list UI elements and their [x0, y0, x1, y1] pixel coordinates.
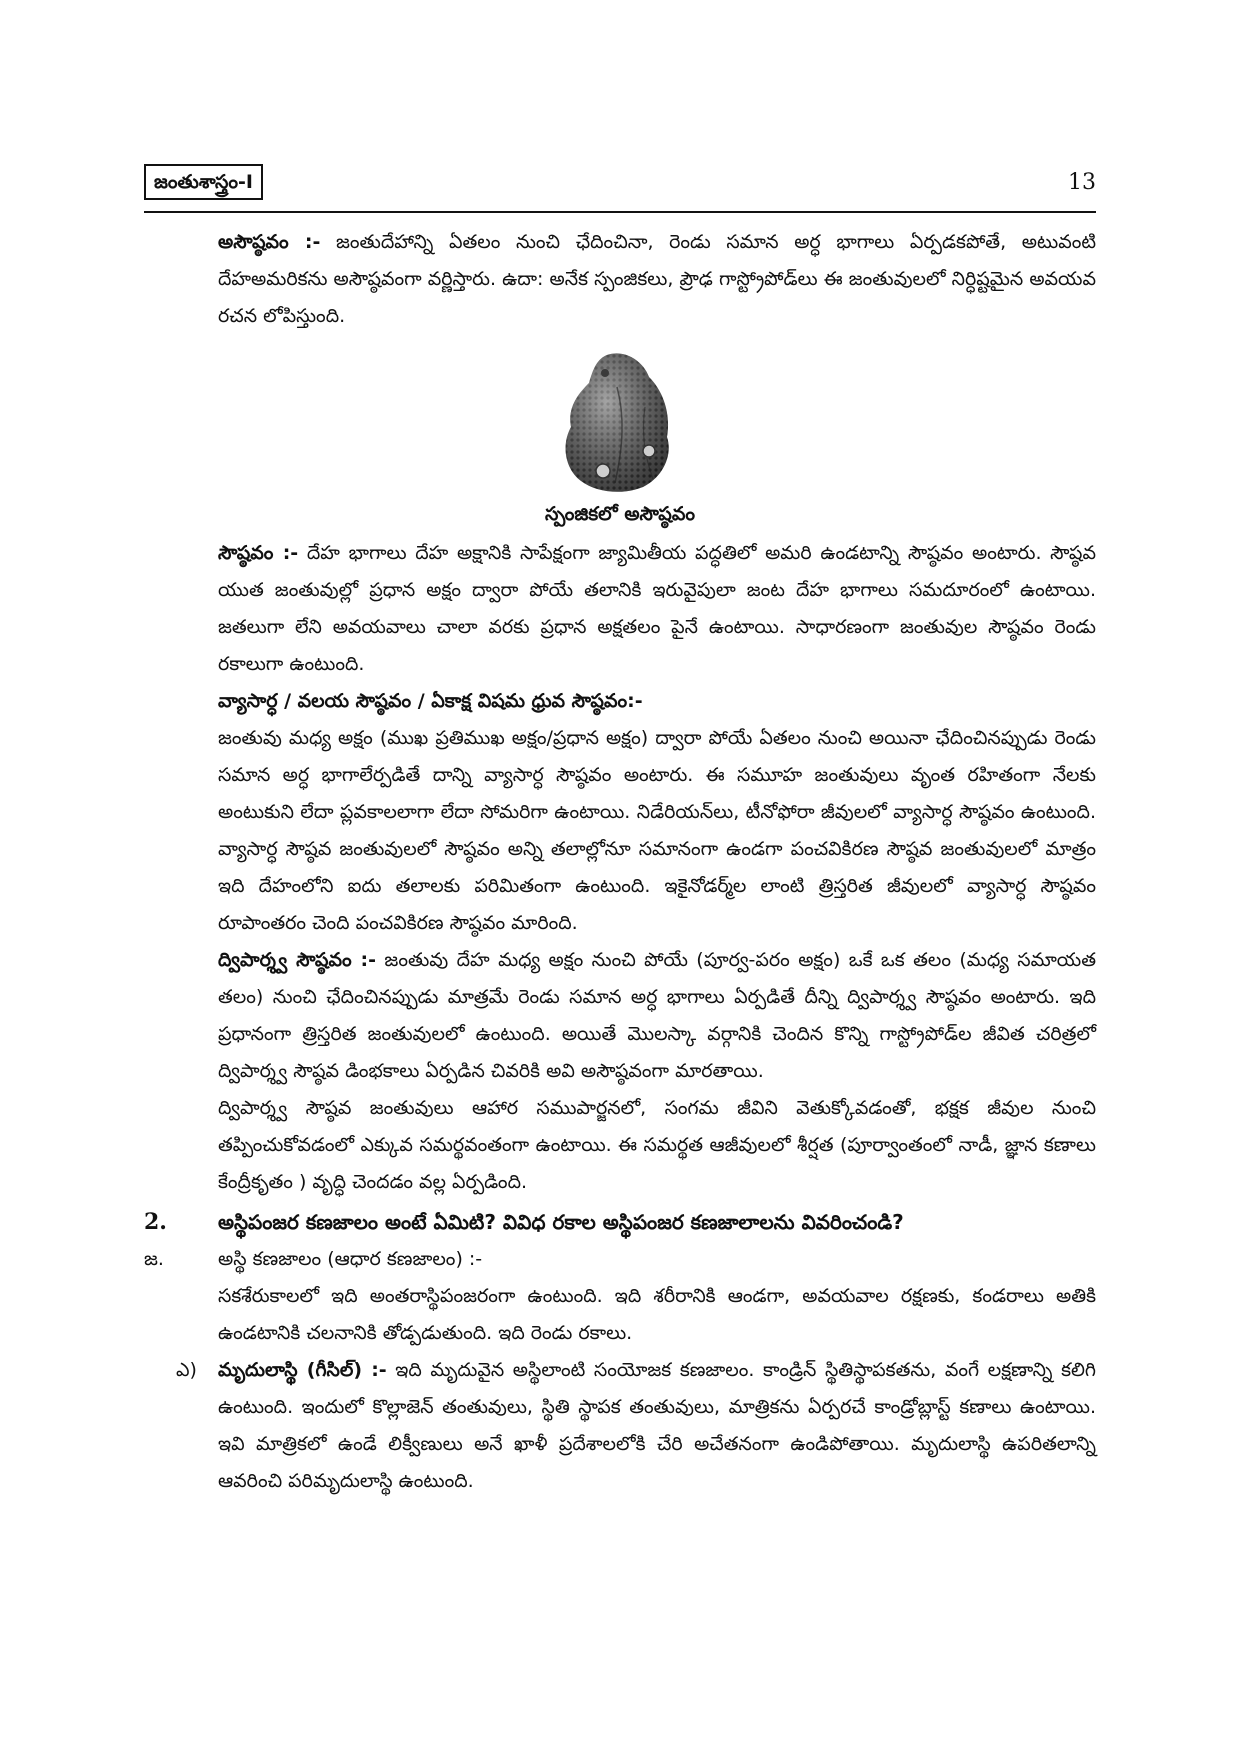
- term-asymmetry: అసౌష్ఠవం :-: [218, 231, 321, 253]
- paragraph-text: దేహ భాగాలు దేహ అక్షానికి సాపేక్షంగా జ్యామితీయ పద్ధతిలో అమరి ఉండటాన్ని సౌష్ఠవం అంటారు. సౌష్ఠవ యుత జంతువుల్లో ప్రధాన అక్షం ద్వారా పోయే తలానికి ఇరువైపులా జంట దేహ భాగాలు సమదూరంలో ఉంటాయి. జతలుగా లేని అవయవాలు చాలా వరకు ప్రధాన అక్షతలం పైనే ఉంటాయి. సాధారణంగా జంతువుల సౌష్ఠవం రెండు రకాలుగా ఉంటుంది.: [218, 542, 1096, 675]
- answer-text: సకశేరుకాలలో ఇది అంతరాస్థిపంజరంగా ఉంటుంది. ఇది శరీరానికి ఆండగా, అవయవాల రక్షణకు, కండరాలు అతికి ఉండటానికి చలనానికి తోడ్పడుతుంది. ఇది రెండు రకాలు.: [218, 1285, 1096, 1344]
- sponge-figure: [144, 347, 1096, 531]
- subheading-radial-symmetry: వ్యాసార్ధ / వలయ సౌష్ఠవం / ఏకాక్ష విషమ ధ్రువ సౌష్ఠవం:-: [218, 690, 643, 712]
- paragraph-radial-symmetry: జంతువు మధ్య అక్షం (ముఖ ప్రతిముఖ అక్షం/ప్రధాన అక్షం) ద్వారా పోయే ఏతలం నుంచి అయినా ఛేదించినప్పుడు రెండు సమాన అర్ధ భాగాలేర్పడితే దాన్ని వ్యాసార్ధ సౌష్ఠవం అంటారు. ఈ సమూహ జంతువులు వృంత రహితంగా నేలకు అంటుకుని లేదా ప్లవకాలలాగా లేదా సోమరిగా ఉంటాయి. నిడేరియన్‌లు, టీనోఫోరా జీవులలో వ్యాసార్ధ సౌష్ఠవం ఉంటుంది. వ్యాసార్ధ సౌష్ఠవ జంతువులలో సౌష్ఠవం అన్ని తలాల్లోనూ సమానంగా ఉండగా పంచవికిరణ సౌష్ఠవ జంతువులలో మాత్రం ఇది దేహంలోని ఐదు తలాలకు పరిమితంగా ఉంటుంది. ఇకైనోడర్మ్‌ల లాంటి త్రిస్తరిత జీవులలో వ్యాసార్ధ సౌష్ఠవం రూపాంతరం చెంది పంచవికిరణ సౌష్ఠవం మారింది.: [218, 727, 1096, 934]
- figure-caption: స్పంజికలో అసౌష్ఠవం: [544, 503, 695, 525]
- term-symmetry: సౌష్ఠవం :-: [218, 542, 299, 564]
- paragraph-bilateral-advantages: ద్విపార్శ్వ సౌష్ఠవ జంతువులు ఆహార సముపార్జనలో, సంగమ జీవిని వెతుక్కోవడంతో, భక్షక జీవుల నుంచి తప్పించుకోవడంలో ఎక్కువ సమర్థవంతంగా ఉంటాయి. ఈ సమర్థత ఆజీవులలో శీర్షత (పూర్వాంతంలో నాడీ, జ్ఞాన కణాలు కేంద్రీకృతం ) వృద్ధి చెందడం వల్ల ఏర్పడింది.: [218, 1097, 1096, 1193]
- paragraph-bilateral-symmetry: [144, 942, 1096, 1090]
- item-a: [144, 1352, 1096, 1500]
- paragraph-asymmetry: [144, 224, 1096, 335]
- question-2: [144, 1203, 1096, 1241]
- item-a-text: ఇది మృదువైన అస్థిలాంటి సంయోజక కణజాలం. కాండ్రిన్ స్థితిస్థాపకతను, వంగే లక్షణాన్ని కలిగి ఉంటుంది. ఇందులో కొల్లాజెన్ తంతువులు, స్థితి స్థాపక తంతువులు, మాత్రికను ఏర్పరచే కాండ్రోబ్లాస్ట్ కణాలు ఉంటాయి. ఇవి మాత్రికలో ఉండే లిక్వీణులు అనే ఖాళీ ప్రదేశాలలోకి చేరి అచేతనంగా ఉండిపోతాయి. మృదులాస్థి ఉపరితలాన్ని ఆవరించి పరిమృదులాస్థి ఉంటుంది.: [218, 1359, 1096, 1492]
- page-header: [144, 164, 1096, 208]
- answer-label: జ.: [144, 1248, 164, 1270]
- term-cartilage: మృదులాస్థి (గీసిల్) :-: [218, 1359, 387, 1381]
- sponge-illustration: [545, 347, 695, 497]
- question-number: 2.: [144, 1209, 167, 1235]
- paragraph-text: జంతువు దేహ మధ్య అక్షం నుంచి పోయే (పూర్వ-పరం అక్షం) ఒకే ఒక తలం (మధ్య సమాయత తలం) నుంచి ఛేదించినప్పుడు మాత్రమే రెండు సమాన అర్ధ భాగాలు ఏర్పడితే దీన్ని ద్విపార్శ్వ సౌష్ఠవం అంటారు. ఇది ప్రధానంగా త్రిస్తరిత జంతువులలో ఉంటుంది. అయితే మొలస్కా వర్గానికి చెందిన కొన్ని గాస్ట్రోపోడ్‌ల జీవిత చరిత్రలో ద్విపార్శ్వ సౌష్ఠవ డింభకాలు ఏర్పడిన చివరికి అవి అసౌష్ఠవంగా మారతాయి.: [218, 949, 1097, 1082]
- book-title: జంతుశాస్త్రం-I: [144, 164, 263, 200]
- item-a-label: ఎ): [176, 1359, 197, 1381]
- header-rule: [144, 211, 1096, 213]
- paragraph-text: జంతుదేహాన్ని ఏతలం నుంచి ఛేదించినా, రెండు సమాన అర్ధ భాగాలు ఏర్పడకపోతే, అటువంటి దేహఅమరికను అసౌష్ఠవంగా వర్ణిస్తారు. ఉదా: అనేక స్పంజికలు, ప్రౌఢ గాస్ట్రోపోడ్‌లు ఈ జంతువులలో నిర్ధిష్టమైన అవయవ రచన లోపిస్తుంది.: [218, 231, 1096, 327]
- paragraph-symmetry: [144, 535, 1096, 683]
- answer-row: [144, 1241, 1096, 1278]
- item-a-body: [218, 1352, 1096, 1500]
- page-number: 13: [1068, 170, 1096, 195]
- question-text: అస్థిపంజర కణజాలం అంటే ఏమిటి? వివిధ రకాల అస్థిపంజర కణజాలాలను వివరించండి?: [218, 1210, 904, 1234]
- page-content: [144, 224, 1096, 1500]
- answer-heading: అస్థి కణజాలం (ఆధార కణజాలం) :-: [218, 1248, 483, 1270]
- term-bilateral-symmetry: ద్విపార్శ్వ సౌష్ఠవం :-: [218, 949, 377, 971]
